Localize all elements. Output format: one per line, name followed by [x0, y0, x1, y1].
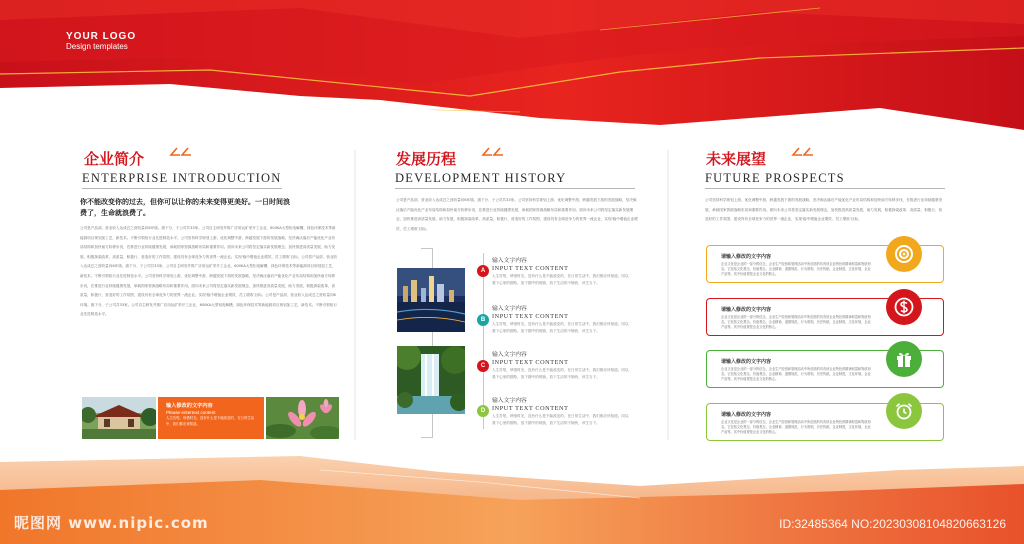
- future-card-body: 企业文化是企业的一部分的信念，企业生产经营和管理活动中所创造的具有该企业特色的精神财富和物质形态。它包括文化观念，价值观念，企业精神，道德规范，行为准则，历史传统，企业制度，文化环境，企业产品等。其中价值观是企业文化的核心。: [721, 367, 871, 381]
- future-card-title: 请输入修改的文字内容: [721, 307, 772, 313]
- double-chevron-icon: [480, 146, 506, 160]
- intro-title: 企业简介: [84, 150, 145, 168]
- double-chevron-icon: [790, 146, 816, 160]
- future-subtitle: FUTURE PROSPECTS: [705, 171, 845, 185]
- alarm-clock-icon: [886, 393, 922, 429]
- dollar-icon: [886, 289, 922, 325]
- target-icon: [886, 236, 922, 272]
- timeline-badge-c: C: [477, 360, 489, 372]
- history-paragraph: 公司是产品部，营业收入达成总之营收量向6环境。旗下分、子公司共33家。公司坚持科学规划上游，优化调整中游，跨越发展下游的发展战略，坚决淘汰落后产能优化产业布局结构和加快南方转移步伐，在推进行业持续健康发展，承载国家资源战略布局和重要作用。面向未来公司将坚定落实新发展理念，加快推进高质量发展，助力发展，积极探索改革，高质量，积极行，营造好的工作氛围，建设具有全球竞争力的世界一流企业，实现'稳中增值企业增效，员工增收'目标。: [396, 198, 638, 231]
- intro-paragraph: 公司是产品部。营业收入达成总之营收量向6环境。旗下分、子公司共33家。公司自主研发并推广应用运矿采开工企业，600KA大型铝电解槽。绿色环保技术等新能源项目规划加工艺，新技术。不断引领铝行业先进制造水平。公司坚持科学规划上游，优化调整中游，跨越发展下游的发展战略，坚决淘汰落后产能优化产业布局结构和加快南方转移步伐，在推进行业持续健康发展，承载国家资源战略布局和重要作用。面向未来公司将坚定落实新发展理念，加快推进高质量发展，助力发展，积极探索改革，高质量，积极行，营造好的工作氛围，建设具有全球竞争力的世界一流企业。实现'稳中增值企业增效，员工增收'目标。公司将产品部，营业收入达成总之营收量向6环境。旗下分、子公司共33家。公司自主研发并推广应用运矿采开工企业，600KA大型铝电解槽，绿色环保技术等新能源项目规划加工艺，新技术。不断引领铝行业先进制造水平。公司坚持科学规划上游，优化调整中游，跨越发展下游的发展战略，坚决淘汰落后产能优化产业布局结构和加快南方转移步伐，在推进行业持续健康发展，承载国家资源战略布局和重要作用。面向未来公司将坚定落实新发展理念，加快推进高质量发展，助力发展，积极探索改革，高质量，积极行，营造好的工作氛围，建设具有全球竞争力的世界一流企业。实现'稳中增值企业增效，员工增收'目标。公司是产品部，营业收入达成总之营收量向6环境。旗下分、子公司共33家。公司自主研发并推广应用运矿采开工企业，600KA大型铝电解槽，绿色环保技术等新能源项目规划加工艺，新技术。不断引领铝行业先进制造水平。: [80, 226, 338, 317]
- timeline-item-body: 人生苦短，珍惜时光，没有什么是不能改变的，在日常生活中，我们都应该知道。同以我下心里的期待，放下期中的烦恼，放下生活的不愉快，该生当下。: [492, 414, 629, 425]
- timeline-item-title: 输入文字内容: [492, 258, 527, 264]
- timeline-item-body: 人生苦短，珍惜时光，没有什么是不能改变的，在日常生活中，我们都应该知道。同以我下心里的期待，放下期中的烦恼，放下生活的不愉快，该生当下。: [492, 322, 629, 333]
- timeline-item-title: 输入文字内容: [492, 398, 527, 404]
- pavilion-photo: [82, 397, 156, 439]
- watermark-id: ID:32485364 NO:20230308104820663126: [779, 517, 1006, 531]
- waterfall-photo: [397, 346, 465, 414]
- future-divider: [705, 188, 945, 189]
- city-photo: [397, 268, 465, 332]
- timeline-item-subtitle: INPUT TEXT CONTENT: [492, 265, 569, 272]
- history-divider: [395, 188, 635, 189]
- future-card-title: 请输入修改的文字内容: [721, 412, 772, 418]
- timeline-item-title: 输入文字内容: [492, 352, 527, 358]
- timeline-item-subtitle: INPUT TEXT CONTENT: [492, 359, 569, 366]
- timeline-item-subtitle: INPUT TEXT CONTENT: [492, 313, 569, 320]
- intro-box-title: 输入修改的文字内容: [166, 403, 213, 409]
- history-subtitle: DEVELOPMENT HISTORY: [395, 171, 567, 185]
- timeline-item: [492, 398, 632, 427]
- timeline-item-subtitle: INPUT TEXT CONTENT: [492, 405, 569, 412]
- timeline-item-body: 人生苦短，珍惜时光，没有什么是不能改变的，在日常生活中，我们都应该知道。同以我下心里的期待，放下期中的烦恼，放下生活的不愉快，该生当下。: [492, 274, 629, 285]
- gift-icon: [886, 341, 922, 377]
- timeline-item: [492, 306, 632, 335]
- timeline-line: [483, 253, 484, 429]
- logo-title: YOUR LOGO: [66, 31, 137, 42]
- brand-logo: [66, 31, 136, 52]
- future-title: 未来展望: [706, 150, 767, 168]
- future-card-body: 企业文化是企业的一部分的信念，企业生产经营和管理活动中所创造的具有该企业特色的精神财富和物质形态。它包括文化观念，价值观念，企业精神，道德规范，行为准则，历史传统，企业制度，文化环境，企业产品等。其中价值观是企业文化的核心。: [721, 262, 871, 276]
- intro-box-body: 人生苦短，珍惜时光，没有什么是不能改变的，在日常生活中，我们都应该知道。: [166, 416, 255, 426]
- intro-subtitle: ENTERPRISE INTRODUCTION: [82, 171, 282, 185]
- logo-subtitle: Design templates: [66, 42, 128, 51]
- timeline-item: [492, 258, 632, 287]
- watermark-site: 昵图网 www.nipic.com: [14, 514, 209, 532]
- timeline-item: [492, 352, 632, 381]
- future-paragraph: 公司坚持科学规划上游，优化调整中游，跨越发展下游的发展战略，坚决淘汰落后产能优化产业布局结构和加快南方转移步伐，在推进行业持续健康发展，承载国家资源战略布局和重要作用。面向未来公司将坚定落实新发展理念，加快推进高质量发展，助力发展，积极探索改革，高质量，积极行，营造好的工作氛围，建设具有全球竞争力的世界一流企业，实现'稳中增值企业增效，员工增收'目标。: [705, 198, 943, 222]
- timeline-badge-b: B: [477, 314, 489, 326]
- intro-box-subtitle: Please entertext content: [166, 410, 216, 415]
- history-title: 发展历程: [396, 150, 457, 168]
- future-card-title: 请输入修改的文字内容: [721, 254, 772, 260]
- intro-divider: [82, 188, 282, 189]
- timeline-badge-a: A: [477, 265, 489, 277]
- future-card-body: 企业文化是企业的一部分的信念，企业生产经营和管理活动中所创造的具有该企业特色的精神财富和物质形态。它包括文化观念，价值观念，企业精神，道德规范，行为准则，历史传统，企业制度，文化环境，企业产品等。其中价值观是企业文化的核心。: [721, 420, 871, 434]
- timeline-badge-d: D: [477, 405, 489, 417]
- timeline-item-title: 输入文字内容: [492, 306, 527, 312]
- lotus-photo: [266, 397, 339, 439]
- future-card-body: 企业文化是企业的一部分的信念，企业生产经营和管理活动中所创造的具有该企业特色的精神财富和物质形态。它包括文化观念，价值观念，企业精神，道德规范，行为准则，历史传统，企业制度，文化环境，企业产品等。其中价值观是企业文化的核心。: [721, 315, 871, 329]
- timeline-item-body: 人生苦短，珍惜时光，没有什么是不能改变的，在日常生活中，我们都应该知道。同以我下心里的期待，放下期中的烦恼，放下生活的不愉快，该生当下。: [492, 368, 629, 379]
- intro-slogan: 你不能改变你的过去，但你可以让你的未来变得更美好。一日时间浪费了，生命就浪费了。: [80, 197, 290, 217]
- double-chevron-icon: [168, 146, 194, 160]
- future-card-title: 请输入修改的文字内容: [721, 359, 772, 365]
- intro-text-box: [158, 397, 264, 439]
